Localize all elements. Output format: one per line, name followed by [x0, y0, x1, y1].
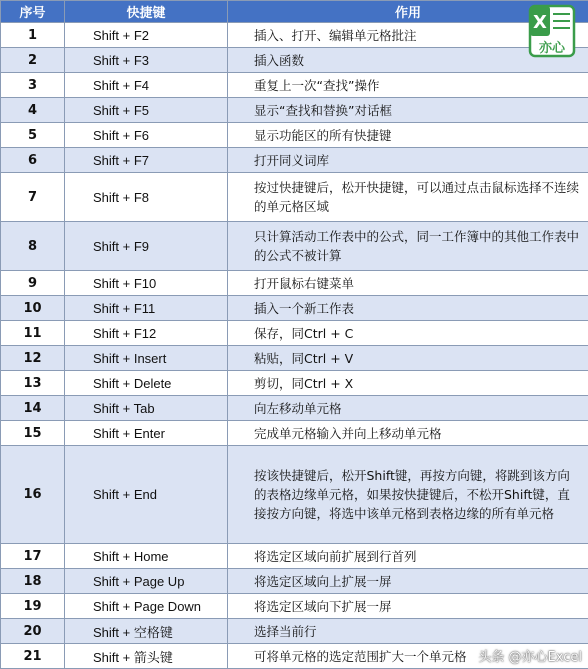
header-row	[1, 1, 588, 23]
table-row	[1, 544, 588, 569]
table-row	[1, 321, 588, 346]
row-shortcut: Shift + F10	[65, 271, 228, 296]
row-shortcut: Shift + F6	[65, 123, 228, 148]
row-index: 18	[1, 569, 65, 594]
row-function: 插入一个新工作表	[228, 296, 588, 321]
row-function: 打开同义词库	[228, 148, 588, 173]
row-shortcut: Shift + F9	[65, 222, 228, 271]
row-function: 可将单元格的选定范围扩大一个单元格	[228, 644, 588, 669]
table-row	[1, 594, 588, 619]
table-row	[1, 73, 588, 98]
row-function: 向左移动单元格	[228, 396, 588, 421]
row-index: 21	[1, 644, 65, 669]
table-row	[1, 371, 588, 396]
row-function: 剪切，同Ctrl + X	[228, 371, 588, 396]
watermark: 头条 @亦心Excel	[478, 646, 582, 665]
row-index: 5	[1, 123, 65, 148]
table-row	[1, 446, 588, 544]
row-function: 插入、打开、编辑单元格批注	[228, 23, 588, 48]
table-row	[1, 396, 588, 421]
table-row	[1, 148, 588, 173]
table-row	[1, 23, 588, 48]
row-index: 14	[1, 396, 65, 421]
row-function: 按过快捷键后，松开快捷键，可以通过点击鼠标选择不连续的单元格区域	[228, 173, 588, 222]
row-shortcut: Shift + End	[65, 446, 228, 544]
row-index: 20	[1, 619, 65, 644]
row-shortcut: Shift + F7	[65, 148, 228, 173]
row-shortcut: Shift + F8	[65, 173, 228, 222]
row-function: 显示功能区的所有快捷键	[228, 123, 588, 148]
table-row	[1, 271, 588, 296]
row-function: 打开鼠标右键菜单	[228, 271, 588, 296]
row-index: 7	[1, 173, 65, 222]
row-shortcut: Shift + Page Up	[65, 569, 228, 594]
row-index: 8	[1, 222, 65, 271]
row-function: 插入函数	[228, 48, 588, 73]
row-index: 6	[1, 148, 65, 173]
row-index: 3	[1, 73, 65, 98]
row-index: 19	[1, 594, 65, 619]
header-index: 序号	[1, 1, 65, 23]
table-row	[1, 569, 588, 594]
row-shortcut: Shift + Insert	[65, 346, 228, 371]
logo-letter: X	[533, 12, 547, 33]
row-index: 10	[1, 296, 65, 321]
excel-logo-icon	[522, 2, 582, 72]
table-row	[1, 296, 588, 321]
row-index: 16	[1, 446, 65, 544]
table-row	[1, 48, 588, 73]
row-function: 按该快捷键后，松开Shift键，再按方向键，将跳到该方向的表格边缘单元格，如果按快捷键后，不松开Shift键，直接按方向键，将选中该单元格到表格边缘的所有单元格	[228, 446, 588, 544]
row-shortcut: Shift + Enter	[65, 421, 228, 446]
row-shortcut: Shift + Home	[65, 544, 228, 569]
row-function: 只计算活动工作表中的公式，同一工作簿中的其他工作表中的公式不被计算	[228, 222, 588, 271]
row-shortcut: Shift + 箭头键	[65, 644, 228, 669]
row-index: 12	[1, 346, 65, 371]
row-shortcut: Shift + F11	[65, 296, 228, 321]
table-row	[1, 222, 588, 271]
row-index: 1	[1, 23, 65, 48]
row-shortcut: Shift + F2	[65, 23, 228, 48]
header-function: 作用	[228, 1, 588, 23]
row-shortcut: Shift + F5	[65, 98, 228, 123]
row-function: 完成单元格输入并向上移动单元格	[228, 421, 588, 446]
row-function: 粘贴，同Ctrl + V	[228, 346, 588, 371]
table-row	[1, 173, 588, 222]
row-function: 选择当前行	[228, 619, 588, 644]
row-function: 将选定区域向上扩展一屏	[228, 569, 588, 594]
table-row	[1, 619, 588, 644]
row-function: 保存，同Ctrl + C	[228, 321, 588, 346]
table-row	[1, 421, 588, 446]
header-shortcut: 快捷键	[65, 1, 228, 23]
row-shortcut: Shift + Tab	[65, 396, 228, 421]
table-row	[1, 346, 588, 371]
row-index: 15	[1, 421, 65, 446]
table-body	[1, 23, 588, 669]
table-row	[1, 123, 588, 148]
row-index: 11	[1, 321, 65, 346]
row-function: 显示“查找和替换”对话框	[228, 98, 588, 123]
row-shortcut: Shift + F12	[65, 321, 228, 346]
row-shortcut: Shift + F4	[65, 73, 228, 98]
row-function: 将选定区域向下扩展一屏	[228, 594, 588, 619]
logo-text: 亦心	[539, 40, 566, 56]
row-function: 重复上一次“查找”操作	[228, 73, 588, 98]
row-shortcut: Shift + Delete	[65, 371, 228, 396]
row-shortcut: Shift + Page Down	[65, 594, 228, 619]
row-index: 13	[1, 371, 65, 396]
row-index: 2	[1, 48, 65, 73]
row-index: 4	[1, 98, 65, 123]
row-index: 9	[1, 271, 65, 296]
row-function: 将选定区域向前扩展到行首列	[228, 544, 588, 569]
table-row	[1, 98, 588, 123]
row-shortcut: Shift + F3	[65, 48, 228, 73]
row-index: 17	[1, 544, 65, 569]
row-shortcut: Shift + 空格键	[65, 619, 228, 644]
